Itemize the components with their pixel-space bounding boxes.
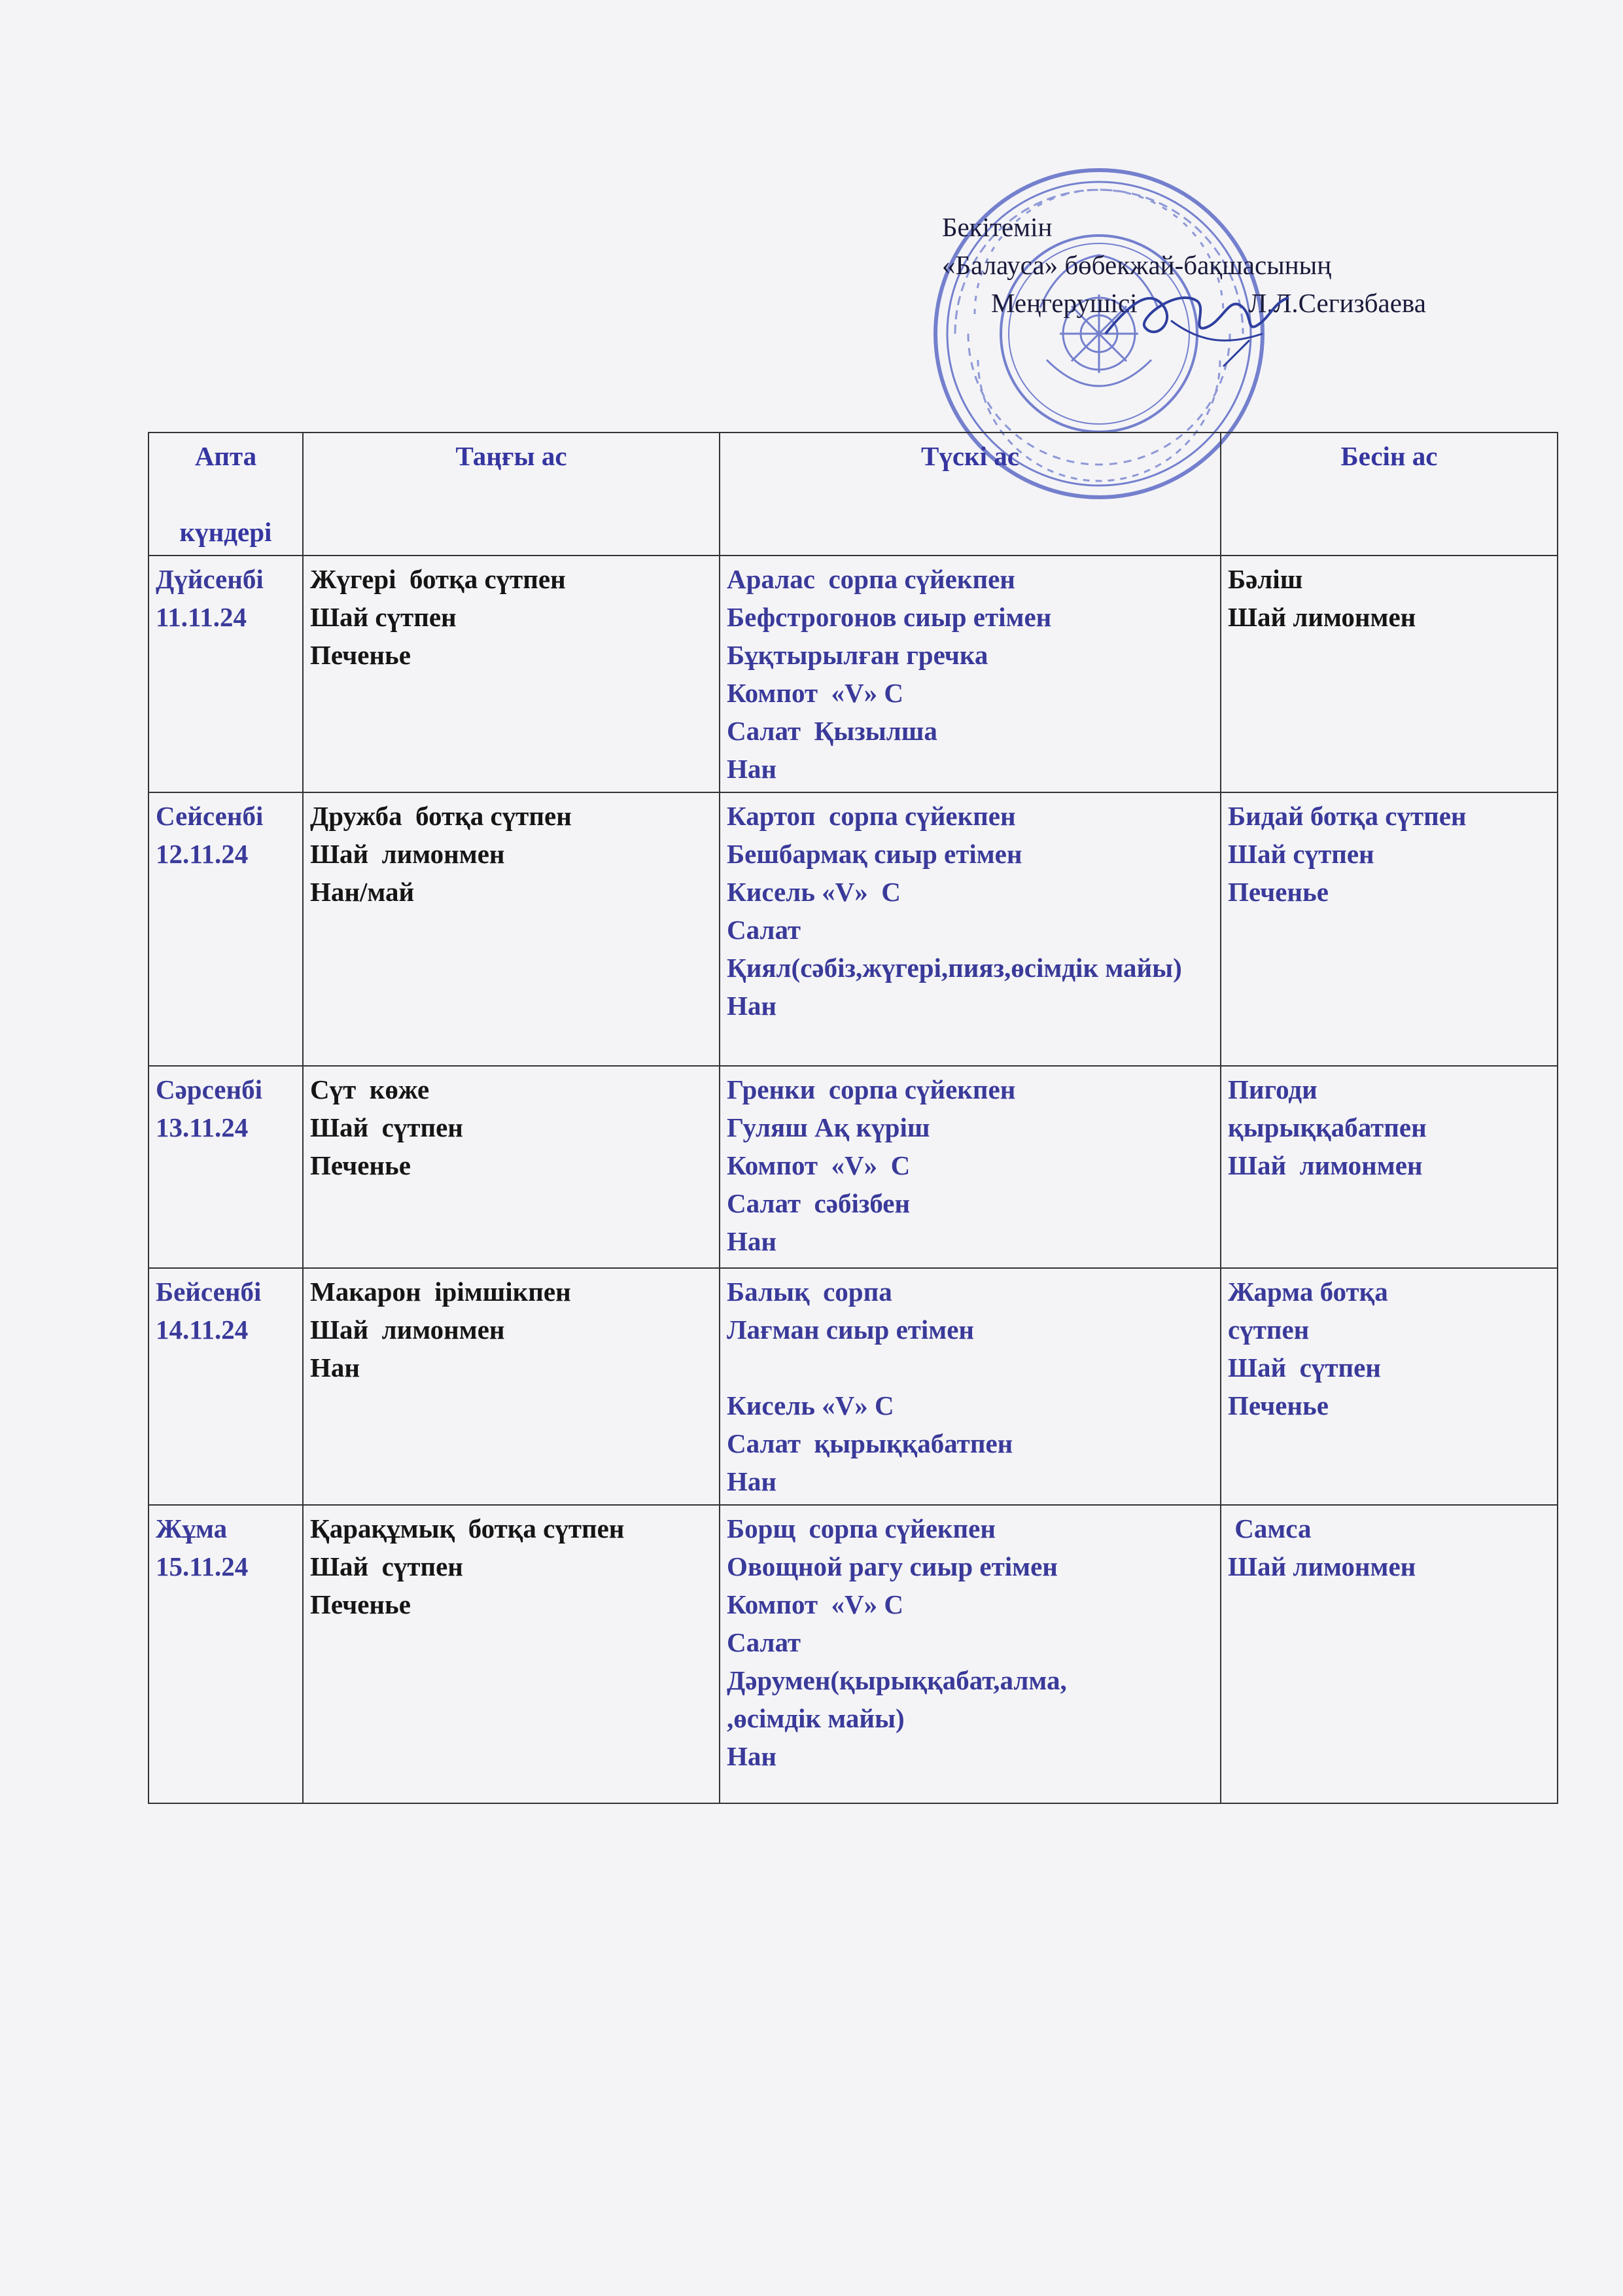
breakfast-item: Қарақұмық ботқа сүтпен xyxy=(310,1513,625,1544)
snack-item: Пигоди xyxy=(1228,1074,1318,1104)
breakfast-item: Шай сүтпен xyxy=(310,1112,463,1142)
header-days-line1: Апта xyxy=(194,441,257,471)
day-name: Сәрсенбі xyxy=(156,1074,263,1104)
breakfast-item: Нан xyxy=(310,1352,360,1383)
lunch-item: Дәрумен(қырыққабат,алма, xyxy=(727,1665,1067,1695)
lunch-item: Салат қырыққабатпен xyxy=(727,1428,1013,1458)
header-snack: Бесін ас xyxy=(1221,433,1558,556)
lunch-item: Аралас сорпа сүйекпен xyxy=(727,564,1015,594)
snack-cell xyxy=(1221,1505,1558,1803)
snack-item: Шай лимонмен xyxy=(1228,602,1416,632)
lunch-cell xyxy=(720,1268,1221,1505)
snack-cell xyxy=(1221,792,1558,1066)
lunch-item: Қиял(сәбіз,жүгері,пияз,өсімдік майы) xyxy=(727,953,1182,983)
day-cell xyxy=(148,1066,303,1268)
day-name: Дүйсенбі xyxy=(156,564,264,594)
lunch-item: Нан xyxy=(727,1466,777,1496)
lunch-item: Картоп сорпа сүйекпен xyxy=(727,801,1016,831)
breakfast-item: Шай лимонмен xyxy=(310,1315,505,1345)
table-row xyxy=(148,792,1558,1066)
lunch-item: ,өсімдік майы) xyxy=(727,1703,905,1733)
lunch-item: Салат xyxy=(727,1627,801,1657)
snack-item: Самса xyxy=(1228,1513,1312,1544)
header-days xyxy=(148,433,303,556)
breakfast-item: Печенье xyxy=(310,1589,411,1619)
header-breakfast: Таңғы ас xyxy=(303,433,720,556)
snack-item: Бидай ботқа сүтпен xyxy=(1228,801,1467,831)
lunch-cell xyxy=(720,1066,1221,1268)
breakfast-cell xyxy=(303,556,720,792)
day-cell xyxy=(148,1505,303,1803)
breakfast-cell xyxy=(303,1505,720,1803)
lunch-cell xyxy=(720,1505,1221,1803)
snack-item: Шай сүтпен xyxy=(1228,839,1374,869)
lunch-item: Компот «V» C xyxy=(727,1150,911,1180)
snack-item: Шай лимонмен xyxy=(1228,1551,1416,1581)
snack-item: Бәліш xyxy=(1228,564,1303,594)
snack-cell xyxy=(1221,1066,1558,1268)
day-cell xyxy=(148,1268,303,1505)
day-name: Бейсенбі xyxy=(156,1277,262,1307)
approval-title: Бекітемін xyxy=(942,212,1053,242)
day-cell xyxy=(148,556,303,792)
breakfast-cell xyxy=(303,1066,720,1268)
snack-item: Жарма ботқа xyxy=(1228,1277,1388,1307)
day-name: Жұма xyxy=(156,1513,228,1544)
lunch-item: Бешбармақ сиыр етімен xyxy=(727,839,1022,869)
snack-item: Печенье xyxy=(1228,877,1329,907)
lunch-item: Гренки сорпа сүйекпен xyxy=(727,1074,1016,1104)
day-name: Сейсенбі xyxy=(156,801,264,831)
breakfast-item: Шай лимонмен xyxy=(310,839,505,869)
lunch-item: Салат xyxy=(727,915,801,945)
approval-name: Л.Л.Сегизбаева xyxy=(1248,288,1426,318)
snack-item: қырыққабатпен xyxy=(1228,1112,1427,1142)
snack-item: Печенье xyxy=(1228,1390,1329,1421)
day-date: 14.11.24 xyxy=(156,1315,249,1345)
lunch-item: Бефстрогонов сиыр етімен xyxy=(727,602,1052,632)
breakfast-item: Жүгері ботқа сүтпен xyxy=(310,564,566,594)
lunch-item: Салат сәбізбен xyxy=(727,1188,911,1218)
table-row xyxy=(148,1066,1558,1268)
weekly-menu-table xyxy=(148,432,1558,1804)
approval-position: Меңгерушісі xyxy=(991,288,1138,318)
approval-organization: «Балауса» бөбекжай-бақшасының xyxy=(942,250,1332,280)
table-row xyxy=(148,1268,1558,1505)
lunch-item: Нан xyxy=(727,754,777,784)
header-days-line2: күндері xyxy=(179,517,272,547)
breakfast-item: Дружба ботқа сүтпен xyxy=(310,801,572,831)
lunch-cell xyxy=(720,556,1221,792)
breakfast-cell xyxy=(303,792,720,1066)
breakfast-item: Нан/май xyxy=(310,877,415,907)
lunch-cell xyxy=(720,792,1221,1066)
header-lunch: Түскі ас xyxy=(720,433,1221,556)
lunch-item: Овощной рагу сиыр етімен xyxy=(727,1551,1058,1581)
breakfast-item: Печенье xyxy=(310,1150,411,1180)
snack-cell xyxy=(1221,556,1558,792)
breakfast-item: Макарон ірімшікпен xyxy=(310,1277,571,1307)
breakfast-item: Сүт көже xyxy=(310,1074,430,1104)
breakfast-cell xyxy=(303,1268,720,1505)
breakfast-item: Шай сүтпен xyxy=(310,602,457,632)
lunch-item: Компот «V» C xyxy=(727,678,904,708)
breakfast-item: Шай сүтпен xyxy=(310,1551,463,1581)
day-cell xyxy=(148,792,303,1066)
lunch-item: Салат Қызылша xyxy=(727,716,937,746)
lunch-item: Бұқтырылған гречка xyxy=(727,640,988,670)
lunch-item: Нан xyxy=(727,991,777,1021)
day-date: 15.11.24 xyxy=(156,1551,249,1581)
lunch-item: Компот «V» C xyxy=(727,1589,904,1619)
day-date: 13.11.24 xyxy=(156,1112,249,1142)
snack-item: Шай лимонмен xyxy=(1228,1150,1423,1180)
lunch-item: Гуляш Ақ күріш xyxy=(727,1112,930,1142)
table-row xyxy=(148,556,1558,792)
lunch-item: Нан xyxy=(727,1741,777,1771)
day-date: 11.11.24 xyxy=(156,602,247,632)
lunch-item: Кисель «V» C xyxy=(727,877,901,907)
breakfast-item: Печенье xyxy=(310,640,411,670)
lunch-item: Борщ сорпа сүйекпен xyxy=(727,1513,996,1544)
snack-item: сүтпен xyxy=(1228,1315,1310,1345)
lunch-item: Нан xyxy=(727,1226,777,1256)
snack-item: Шай сүтпен xyxy=(1228,1352,1381,1383)
lunch-item: Кисель «V» C xyxy=(727,1390,894,1421)
signature xyxy=(1092,262,1302,373)
table-row xyxy=(148,1505,1558,1803)
lunch-item xyxy=(727,1349,1213,1386)
lunch-item: Лағман сиыр етімен xyxy=(727,1315,975,1345)
lunch-item: Балық сорпа xyxy=(727,1277,892,1307)
day-date: 12.11.24 xyxy=(156,839,249,869)
snack-cell xyxy=(1221,1268,1558,1505)
